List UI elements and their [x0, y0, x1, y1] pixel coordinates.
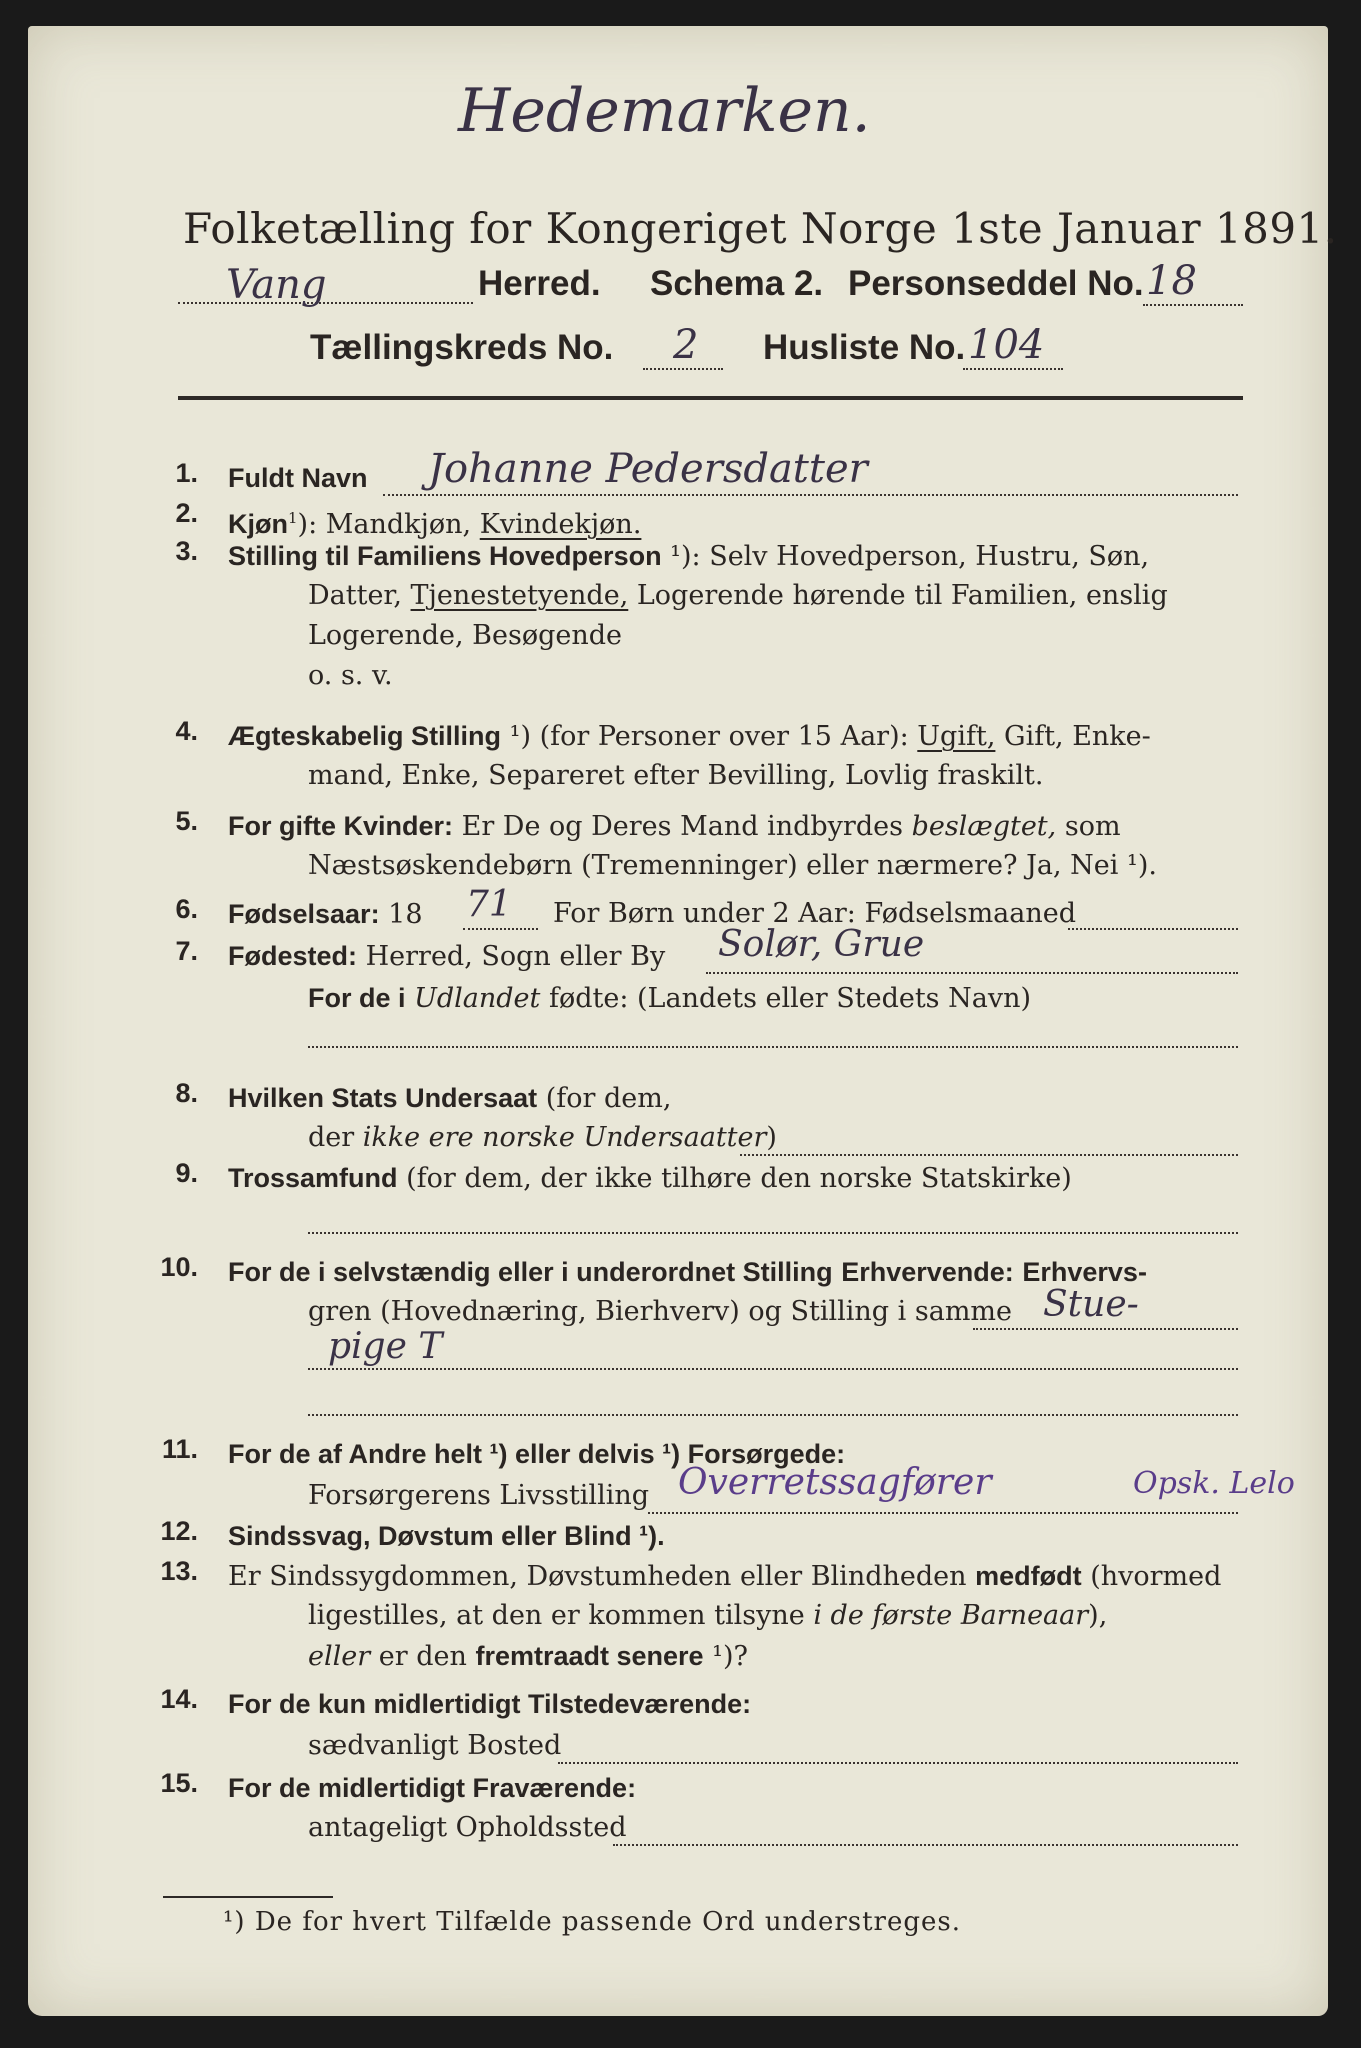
herred-label: Herred.	[478, 264, 601, 303]
personseddel-label: Personseddel No.	[848, 264, 1144, 303]
q8-number: 8.	[175, 1078, 198, 1108]
q10-number: 10.	[160, 1252, 198, 1282]
q3-number: 3.	[175, 536, 198, 566]
q6-month-dots	[1068, 928, 1238, 930]
kreds-value: 2	[673, 322, 699, 368]
q11-provider-note: Opsk. Lelo	[1133, 1466, 1295, 1501]
q14-line1: For de kun midlertidigt Tilstedeværende:	[228, 1689, 752, 1719]
q1-dots	[383, 494, 1238, 496]
header-rule	[178, 396, 1243, 400]
q15-line2: antageligt Opholdssted	[308, 1812, 627, 1843]
personseddel-dots	[1143, 304, 1243, 306]
q11-dots	[648, 1512, 1238, 1514]
q7-line1: Fødested: Herred, Sogn eller By	[228, 941, 666, 972]
q6-year-dots	[463, 928, 538, 930]
q3-line4: o. s. v.	[308, 660, 393, 691]
q1-number: 1.	[175, 458, 198, 488]
q7-number: 7.	[175, 936, 198, 966]
q10-dots2	[308, 1368, 1238, 1370]
q12-line1: Sindssvag, Døvstum eller Blind ¹).	[228, 1521, 665, 1551]
footnote-rule	[163, 1896, 333, 1898]
footnote: ¹) De for hvert Tilfælde passende Ord understreges.	[223, 1907, 962, 1937]
personseddel-value: 18	[1146, 258, 1197, 304]
q15-line1: For de midlertidigt Fraværende:	[228, 1773, 637, 1803]
q4-line1: Ægteskabelig Stilling ¹) (for Personer over 15 Aar): Ugift, Gift, Enke-	[228, 721, 1151, 752]
kreds-label: Tællingskreds No.	[310, 328, 614, 367]
husliste-dots	[963, 368, 1063, 370]
q10-line1: For de i selvstændig eller i underordnet Stilling Erhvervende: Erhvervs-	[228, 1257, 1147, 1287]
q8-dots	[740, 1154, 1238, 1156]
husliste-value: 104	[968, 322, 1045, 368]
q14-dots	[558, 1762, 1238, 1764]
q5-line1: For gifte Kvinder: Er De og Deres Mand indbyrdes beslægtet, som	[228, 811, 1121, 842]
q14-line2: sædvanligt Bosted	[308, 1730, 562, 1761]
q3-line2: Datter, Tjenestetyende, Logerende hørende til Familien, enslig	[308, 580, 1168, 611]
q11-line2: Forsørgerens Livsstilling	[308, 1480, 650, 1511]
schema-label: Schema 2.	[650, 264, 824, 303]
q8-line2: der ikke ere norske Undersaatter)	[308, 1122, 777, 1153]
q4-line2: mand, Enke, Separeret efter Bevilling, Lovlig fraskilt.	[308, 760, 1044, 791]
q15-dots	[613, 1844, 1238, 1846]
q6-label: Fødselsaar: 18	[228, 899, 423, 930]
q3-selected-tjenestetyende: Tjenestetyende,	[410, 580, 629, 611]
q11-number: 11.	[161, 1434, 198, 1464]
q13-number: 13.	[160, 1556, 198, 1586]
q5-number: 5.	[175, 806, 198, 836]
form-title: Folketælling for Kongeriget Norge 1ste Januar 1891.	[183, 204, 1338, 253]
q10-line2: gren (Hovednæring, Bierhverv) og Stilling i samme	[308, 1296, 1013, 1327]
q7-dots	[706, 972, 1238, 974]
q15-number: 15.	[160, 1768, 198, 1798]
q9-dots	[308, 1232, 1238, 1234]
census-form-sheet	[28, 26, 1338, 2016]
q4-selected-ugift: Ugift,	[917, 721, 996, 752]
kreds-dots	[643, 368, 723, 370]
handwritten-district-title: Hedemarken.	[458, 76, 871, 146]
q14-number: 14.	[160, 1684, 198, 1714]
q6-birth-year: 71	[466, 884, 512, 925]
q1-label: Fuldt Navn	[228, 463, 368, 493]
q13-line2: ligestilles, at den er kommen tilsyne i de første Barneaar),	[308, 1600, 1108, 1631]
q4-number: 4.	[175, 716, 198, 746]
q6-line2: For Børn under 2 Aar: Fødselsmaaned	[553, 898, 1077, 929]
q8-line1: Hvilken Stats Undersaat (for dem,	[228, 1083, 672, 1114]
q10-dots3	[308, 1414, 1238, 1416]
q9-number: 9.	[175, 1158, 198, 1188]
herred-value: Vang	[226, 262, 327, 308]
q5-line2: Næstsøskendebørn (Tremenninger) eller nærmere? Ja, Nei ¹).	[308, 850, 1157, 881]
q11-provider-occupation: Overretssagfører	[678, 1462, 992, 1503]
q11-line1: For de af Andre helt ¹) eller delvis ¹) Forsørgede:	[228, 1439, 846, 1469]
q7-foreign-dots	[308, 1046, 1238, 1048]
q13-line1: Er Sindssygdommen, Døvstumheden eller Blindheden medfødt (hvormed	[228, 1561, 1222, 1592]
q1-full-name: Johanne Pedersdatter	[428, 446, 868, 492]
q2-line: Kjøn$^1$): Mandkjøn, Kvindekjøn.	[228, 509, 642, 540]
q7-line2: For de i Udlandet fødte: (Landets eller Stedets Navn)	[308, 983, 1032, 1014]
q10-occupation-2: pige T	[328, 1326, 443, 1367]
q2-number: 2.	[175, 498, 198, 528]
q2-selected-kvindekjon: Kvindekjøn.	[479, 509, 642, 540]
q3-line3: Logerende, Besøgende	[308, 620, 622, 651]
q10-occupation-1: Stue-	[1043, 1284, 1139, 1325]
q7-birthplace: Solør, Grue	[718, 924, 925, 965]
q13-line3: eller er den fremtraadt senere ¹)?	[308, 1641, 748, 1672]
q12-number: 12.	[160, 1516, 198, 1546]
husliste-label: Husliste No.	[763, 328, 966, 367]
q10-dots1	[973, 1328, 1238, 1330]
q3-line1: Stilling til Familiens Hovedperson ¹): Selv Hovedperson, Hustru, Søn,	[228, 541, 1150, 572]
q9-line1: Trossamfund (for dem, der ikke tilhøre den norske Statskirke)	[228, 1163, 1072, 1194]
q6-number: 6.	[175, 894, 198, 924]
